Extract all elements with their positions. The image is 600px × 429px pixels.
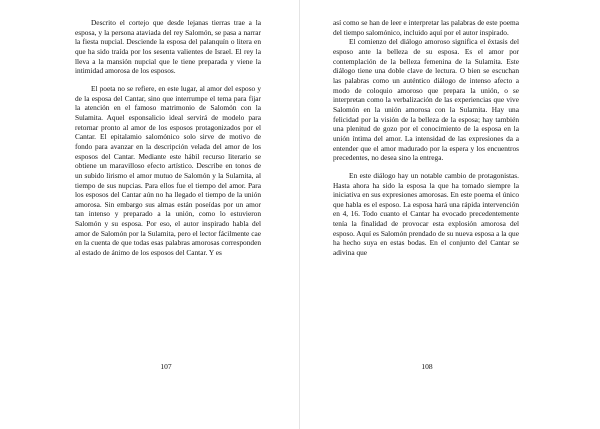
paragraph: El poeta no se refiere, en este lugar, al amor del esposo y de la esposa del Cantar, sino que interrumpe el tema para fijar la atención en el famoso matrimonio de Salomón con la Sulamita. Aquel esponsalicio ideal servirá de modelo para retornar pronto al amor de los esposos protagonizados por el Cantar. El epitalamio salomónico solo sirve de motivo de fondo para avanzar en la descripción velada del amor de los esposos del Cantar. Mediante este hábil recurso literario se obtiene un maravilloso efecto artístico. Describe en tonos de un subido lirismo el amor mutuo de Salomón y la Sulamita, al tiempo de sus nupcias. Para ellos fue el tiempo del amor. Para los esposos del Cantar aún no ha llegado el tiempo de la unión amorosa. Sin embargo sus almas están poseídas por un amor tan intenso y preparado a la unión, como lo estuvieron Salomón y su esposa. Por eso, el autor inspirado habla del amor de Salomón por la Sulamita, pero el lector fácilmente cae en la cuenta de que todas esas palabras amorosas corresponden al estado de ánimo de los esposos del Cantar. Y es [75, 83, 261, 258]
paragraph: Descrito el cortejo que desde lejanas tierras trae a la esposa, y la persona ataviada del rey Salomón, se pasa a narrar la fiesta nupcial. Desciende la esposa del palanquín o litera en que ha sido traída por los sesenta valientes de Israel. El rey la lleva a la mansión nupcial que le tiene preparada y viene la intimidad amorosa de los esposos. [75, 18, 261, 76]
right-page-number: 108 [421, 362, 433, 371]
paragraph: En este diálogo hay un notable cambio de protagonistas. Hasta ahora ha sido la esposa la que ha tomado siempre la iniciativa en sus expresiones amorosas. En este poema el único que habla es el esposo. La esposa hará una rápida intervención en 4, 16. Todo cuanto el Cantar ha evocado precedentemente tenía la finalidad de provocar esta explosión amorosa del esposo. Aquí es Salomón prendado de su nueva esposa a la que ha hecho suya en estas bodas. En el conjunto del Cantar se adivina que [333, 170, 519, 258]
paragraph: El comienzo del diálogo amoroso significa el éxtasis del esposo ante la belleza de su esposa. Es el amor por contemplación de la belleza femenina de la Sulamita. Este diálogo tiene una doble clave de lectura. O bien se escuchan las palabras como un auténtico diálogo de intenso afecto a modo de coloquio amoroso que prepara la unión, o se interpretan como la verbalización de las experiencias que vive Salomón en la unión amorosa con la Sulamita. Hay una felicidad por la visión de la belleza de la esposa; hay también una plenitud de gozo por el conocimiento de la esposa en la unión íntima del amor. La intensidad de las expresiones da a entender que el amor madurado por la espera y los encuentros precedentes, no desea sino la entrega. [333, 37, 519, 163]
right-page-text [333, 18, 519, 258]
paragraph: así como se han de leer e interpretar las palabras de este poema del tiempo salomónico, incluido aquí por el autor inspirado. [333, 18, 519, 37]
left-page-number: 107 [160, 362, 172, 371]
left-page-text [75, 18, 261, 258]
